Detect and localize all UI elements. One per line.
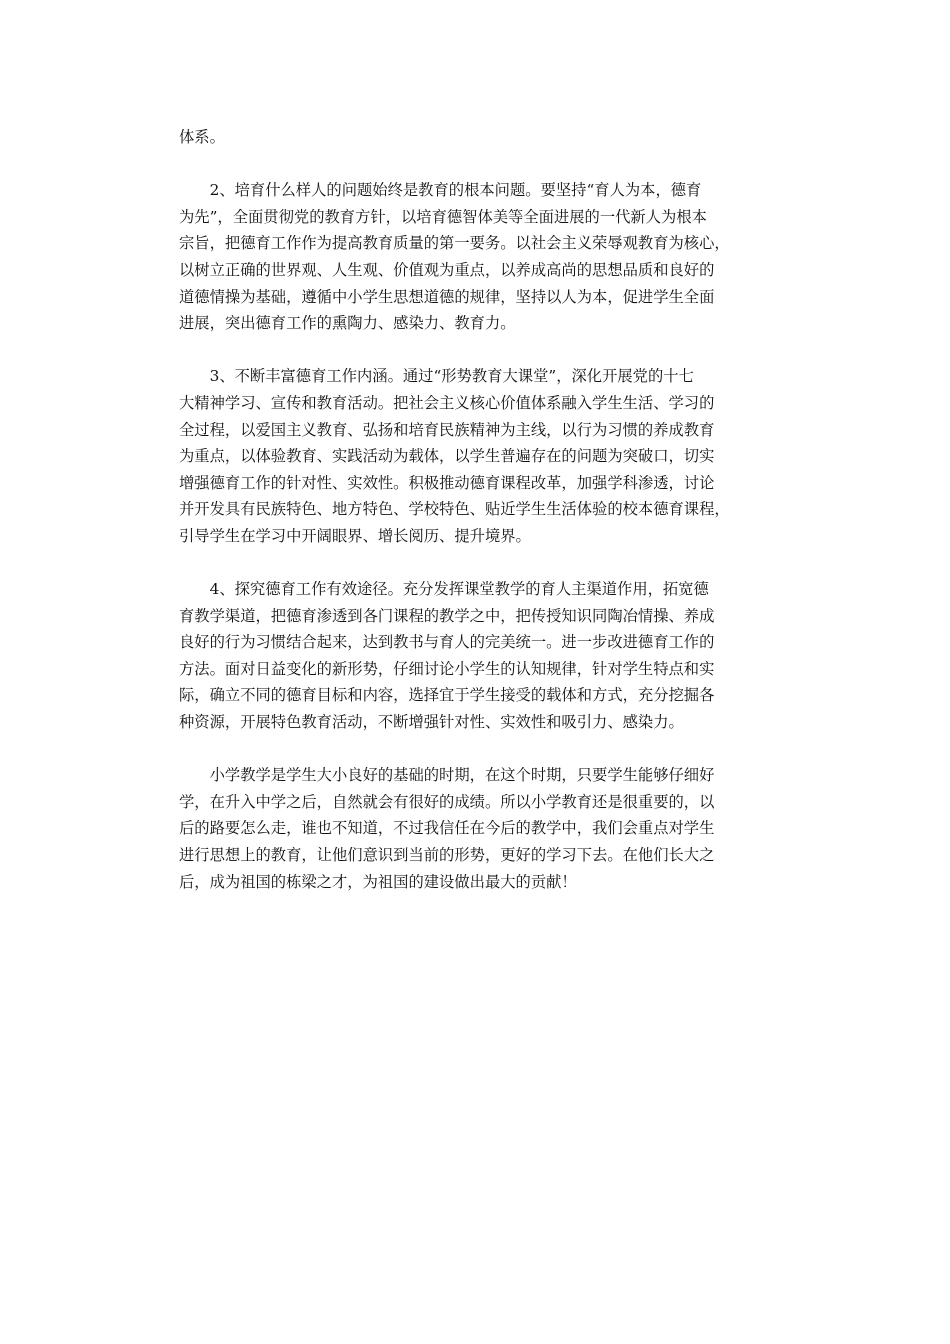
paragraph-gap — [179, 550, 779, 577]
paragraph-gap — [179, 151, 779, 178]
paragraph-gap — [179, 736, 779, 763]
paragraph-gap — [179, 337, 779, 364]
paragraph-3: 3、不断丰富德育工作内涵。通过“形势教育大课堂”，深化开展党的十七 大精神学习、宣传和教育活动。把社会主义核心价值体系融入学生生活、学习的 全过程，以爱国主义教育、弘扬和培育民族精神为主线，以行为习惯的养成教育 为重点，以体验教育、实践活动为载体，以学生普遍存在的问题为突破口，切实 增强德育工作的针对性、实效性。积极推动德育课程改革，加强学科渗透，讨论 并开发具有民族特色、地方特色、学校特色、贴近学生生活体验的校本德育课程， 引导学生在学习中开阔眼界、增长阅历、提升境界。 — [179, 367, 730, 545]
paragraph-continuation: 体系。 — [179, 128, 225, 146]
paragraph-conclusion: 小学教学是学生大小良好的基础的时期，在这个时期，只要学生能够仔细好 学，在升入中学之后，自然就会有很好的成绩。所以小学教育还是很重要的，以 后的路要怎么走，谁也不知道，不过我信任在今后的教学中，我们会重点对学生 进行思想上的教育，让他们意识到当前的形势，更好的学习下去。在他们长大之 后，成为祖国的栋梁之才，为祖国的建设做出最大的贡献！ — [179, 766, 715, 891]
paragraph-2: 2、培育什么样人的问题始终是教育的根本问题。要坚持“育人为本，德育 为先”，全面贯彻党的教育方针，以培育德智体美等全面进展的一代新人为根本 宗旨，把德育工作作为提高教育质量的第一要务。以社会主义荣辱观教育为核心， 以树立正确的世界观、人生观、价值观为重点，以养成高尚的思想品质和良好的 道德情操为基础，遵循中小学生思想道德的规律，坚持以人为本，促进学生全面 进展，突出德育工作的熏陶力、感染力、教育力。 — [179, 181, 730, 333]
document-body — [179, 124, 779, 895]
paragraph-4: 4、探究德育工作有效途径。充分发挥课堂教学的育人主渠道作用，拓宽德 育教学渠道，把德育渗透到各门课程的教学之中，把传授知识同陶冶情操、养成 良好的行为习惯结合起来，达到教书与育人的完美统一。进一步改进德育工作的 方法。面对日益变化的新形势，仔细讨论小学生的认知规律，针对学生特点和实 际，确立不同的德育目标和内容，选择宜于学生接受的载体和方式，充分挖掘各 种资源，开展特色教育活动，不断增强针对性、实效性和吸引力、感染力。 — [179, 580, 715, 732]
